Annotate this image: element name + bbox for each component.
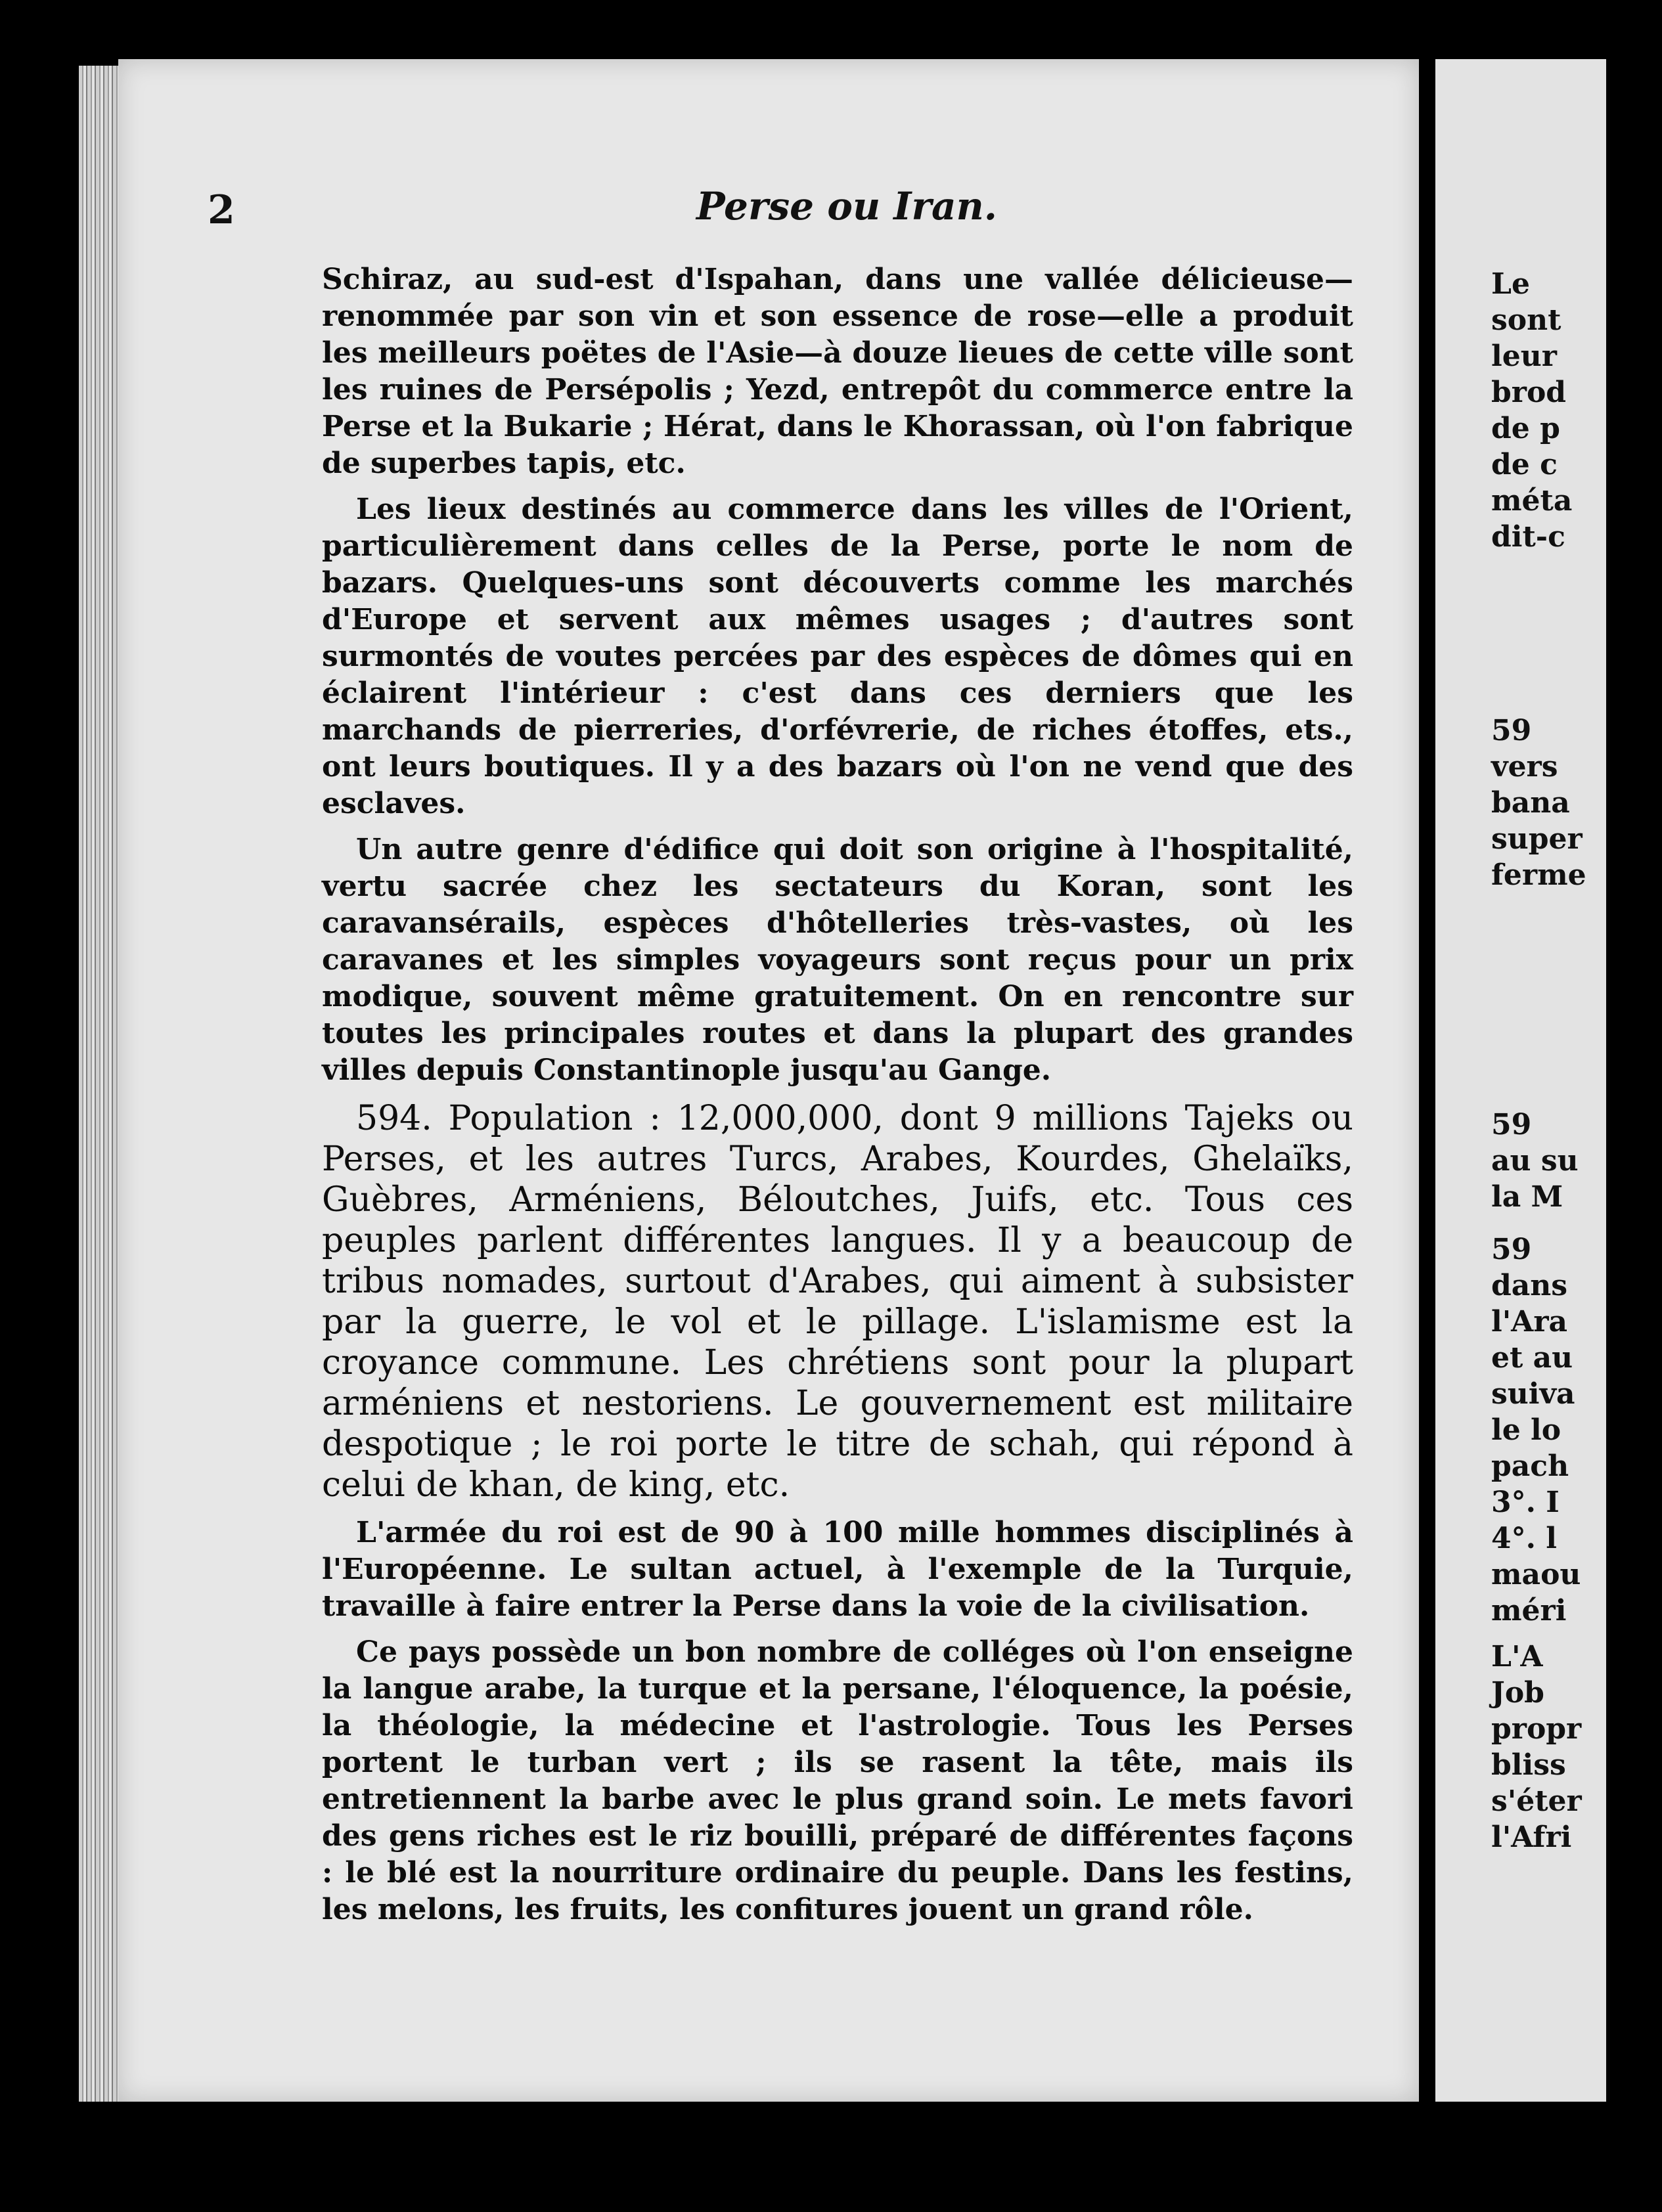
- facing-page-fragment: de c: [1491, 448, 1558, 481]
- facing-page-fragment: suiva: [1491, 1377, 1575, 1411]
- facing-page-fragment: brod: [1491, 376, 1567, 409]
- facing-page-fragment: dans: [1491, 1269, 1568, 1302]
- facing-page-fragment: de p: [1491, 412, 1560, 445]
- facing-page-fragment: l'Ara: [1491, 1305, 1568, 1338]
- facing-page-fragment: 59: [1491, 1233, 1532, 1266]
- facing-page-fragment: méta: [1491, 484, 1573, 518]
- facing-page-fragment: et au: [1491, 1341, 1573, 1375]
- facing-page-fragment: L'A: [1491, 1640, 1543, 1673]
- facing-page-fragment: 59: [1491, 1108, 1532, 1141]
- paragraph-caravanserails: Un autre genre d'édifice qui doit son origine à l'hospitalité, vertu sacrée chez les sectateurs du Koran, sont les caravansérails, espèces d'hôtelleries très-vastes, où les caravanes et les simples voyageurs sont reçus pour un prix modique, souvent même gratuitement. On en rencontre sur toutes les principales routes et dans la plupart des grandes villes depuis Constantinople jusqu'au Gange.: [322, 833, 1353, 1087]
- facing-page-fragment: Le: [1491, 267, 1530, 301]
- facing-page-fragment: au su: [1491, 1144, 1579, 1178]
- facing-page-fragment: méri: [1491, 1594, 1567, 1627]
- facing-page-fragment: 59: [1491, 714, 1532, 747]
- facing-page-fragment: la M: [1491, 1180, 1563, 1214]
- facing-page-fragment: 4°. l: [1491, 1522, 1557, 1555]
- facing-page-fragment: s'éter: [1491, 1784, 1582, 1818]
- facing-page-fragment: 3°. I: [1491, 1486, 1560, 1519]
- facing-page-fragment: Job: [1491, 1676, 1544, 1710]
- paragraph-armee: L'armée du roi est de 90 à 100 mille hommes disciplinés à l'Européenne. Le sultan actuel, à l'exemple de la Turquie, travaille à faire entrer la Perse dans la voie de la civilisation.: [322, 1516, 1353, 1623]
- paragraph-colleges: Ce pays possède un bon nombre de colléges où l'on enseigne la langue arabe, la turque et la persane, l'éloquence, la poésie, la théologie, la médecine et l'astrologie. Tous les Perses portent le turban vert ; ils se rasent la tête, mais ils entretiennent la barbe avec le plus grand soin. Le mets favori des gens riches est le riz bouilli, préparé de différentes façons : le blé est la nourriture ordinaire du peuple. Dans les festins, les melons, les fruits, les confitures jouent un grand rôle.: [322, 1635, 1353, 1926]
- page-number: 2: [208, 187, 235, 233]
- facing-page-fragment: vers: [1491, 750, 1558, 784]
- running-head: Perse ou Iran.: [696, 184, 997, 229]
- facing-page-fragment: bliss: [1491, 1748, 1566, 1782]
- facing-page-fragment: leur: [1491, 340, 1557, 373]
- facing-page-fragment: maou: [1491, 1558, 1581, 1591]
- paragraph-bazars: Les lieux destinés au commerce dans les villes de l'Orient, particulièrement dans celles de la Perse, porte le nom de bazars. Quelques-uns sont découverts comme les marchés d'Europe et servent aux mêmes usages ; d'autres sont surmontés de voutes percées par des espèces de dômes qui en éclairent l'intérieur : c'est dans ces derniers que les marchands de pierreries, d'orfévrerie, de riches étoffes, ets., ont leurs boutiques. Il y a des bazars où l'on ne vend que des esclaves.: [322, 493, 1353, 820]
- facing-page-fragment: super: [1491, 822, 1583, 856]
- facing-page-fragment: propr: [1491, 1712, 1582, 1746]
- facing-page-fragment: ferme: [1491, 858, 1586, 892]
- page-edges: [79, 66, 118, 2102]
- facing-page-fragment: bana: [1491, 786, 1570, 820]
- paragraph-population: 594. Population : 12,000,000, dont 9 millions Tajeks ou Perses, et les autres Turcs, Arabes, Kourdes, Ghelaïks, Guèbres, Arméniens, Béloutches, Juifs, etc. Tous ces peuples parlent différentes langues. Il y a beaucoup de tribus nomades, surtout d'Arabes, qui aiment à subsister par la guerre, le vol et le pillage. L'islamisme est la croyance commune. Les chrétiens sont pour la plupart arméniens et nestoriens. Le gouvernement est militaire despotique ; le roi porte le titre de schah, qui répond à celui de khan, de king, etc.: [322, 1099, 1353, 1505]
- paragraph-schiraz: Schiraz, au sud-est d'Ispahan, dans une vallée délicieuse—renommée par son vin et son essence de rose—elle a produit les meilleurs poëtes de l'Asie—à douze lieues de cette ville sont les ruines de Persépolis ; Yezd, entrepôt du commerce entre la Perse et la Bukarie ; Hérat, dans le Khorassan, où l'on fabrique de superbes tapis, etc.: [322, 263, 1353, 480]
- facing-page-fragment: dit-c: [1491, 520, 1565, 554]
- facing-page-fragment: l'Afri: [1491, 1821, 1572, 1854]
- facing-page-fragment: sont: [1491, 303, 1561, 337]
- facing-page-fragment: pach: [1491, 1449, 1569, 1483]
- facing-page-fragment: le lo: [1491, 1413, 1561, 1447]
- body-text: [322, 261, 1353, 1928]
